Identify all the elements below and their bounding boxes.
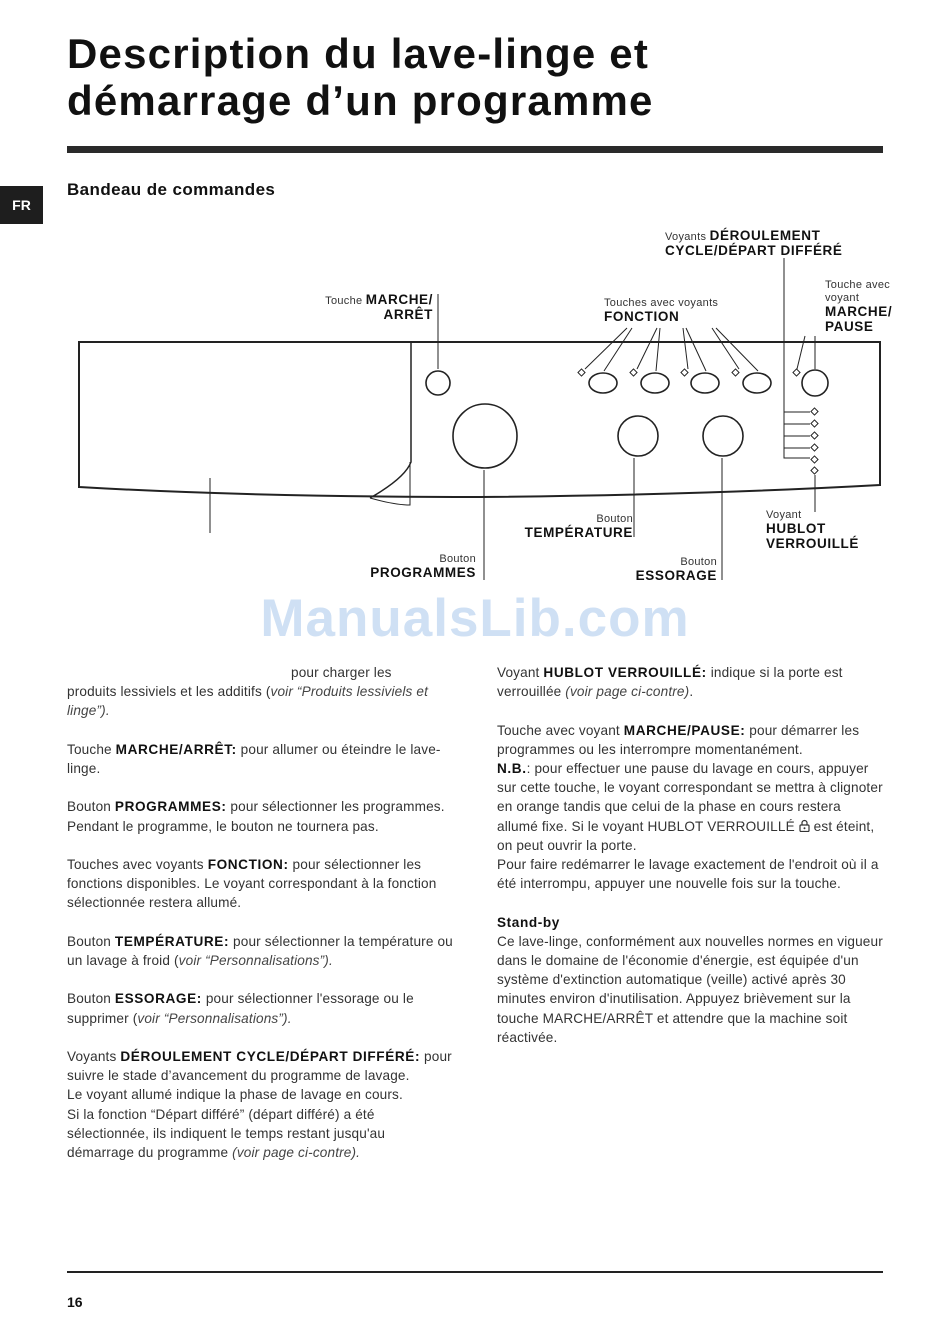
label-hublot: Voyant HUBLOT VERROUILLÉ: [766, 509, 860, 551]
page-title-line1: Description du lave-linge et: [67, 30, 650, 77]
para-essorage: Bouton ESSORAGE: pour sélectionner l'essorage ou le supprimer (voir “Personnalisations”).: [67, 991, 414, 1026]
drawer-separator: [370, 342, 411, 498]
page-number: 16: [67, 1294, 83, 1310]
label-temperature: Bouton TEMPÉRATURE: [524, 513, 633, 540]
marche-pause-led: [793, 369, 800, 376]
label-programmes: Bouton PROGRAMMES: [370, 553, 476, 580]
para-standby: Stand-by Ce lave-linge, conformément aux nouvelles normes en vigueur dans le domaine de l'économie d'énergie, est équipée d'un système d'extinction automatique (veille) activé après 30 minutes environ d'inutilisation. Appuyez brièvement sur la touche MARCHE/ARRÊT et attendre que la machine soit réactivée.: [497, 913, 885, 1047]
programmes-knob: [453, 404, 517, 468]
phase-led-3: [811, 432, 818, 439]
right-column: [497, 663, 885, 1066]
label-essorage: Bouton ESSORAGE: [635, 556, 717, 583]
function-led-2: [630, 369, 637, 376]
phase-led-2: [811, 420, 818, 427]
panel-outline: [79, 342, 880, 497]
phase-led-4: [811, 444, 818, 451]
label-deroulement: Voyants DÉROULEMENT CYCLE/DÉPART DIFFÉRÉ: [665, 228, 843, 258]
footer-rule: [67, 1271, 883, 1273]
lock-icon: [799, 819, 810, 832]
hublot-led: [811, 467, 818, 474]
label-marche-pause: Touche avec voyant MARCHE/ PAUSE: [825, 279, 893, 334]
drawer-callout: [370, 462, 410, 505]
para-fonction: Touches avec voyants FONCTION: pour sélectionner les fonctions disponibles. Le voyant correspondant à la fonction sélectionnée restera allumé.: [67, 856, 437, 911]
label-marche-arret: Touche MARCHE/ ARRÊT: [325, 292, 433, 322]
function-button-3: [691, 373, 719, 393]
phase-led-5: [811, 456, 818, 463]
marche-arret-button: [426, 371, 450, 395]
page-title-line2: démarrage d’un programme: [67, 77, 654, 124]
label-fonction: Touches avec voyants FONCTION: [604, 297, 719, 324]
para-temperature: Bouton TEMPÉRATURE: pour sélectionner la température ou un lavage à froid (voir “Personnalisations”).: [67, 933, 453, 968]
left-column: [67, 663, 455, 1181]
standby-title: Stand-by: [497, 914, 560, 930]
para-marche-arret: Touche MARCHE/ARRÊT: pour allumer ou éteindre le lave-linge.: [67, 741, 441, 776]
function-led-1: [578, 369, 585, 376]
language-tab: FR: [0, 186, 43, 224]
para-deroulement: Voyants DÉROULEMENT CYCLE/DÉPART DIFFÉRÉ: pour suivre le stade d’avancement du programme de lavage. Le voyant allumé indique la phase de lavage en cours. Si la fonction “Départ différé” (départ différé) a été sélectionnée, ils indiquent le temps restant jusqu'au démarrage du programme (voir page ci-contre).: [67, 1048, 452, 1160]
para-marche-pause: Touche avec voyant MARCHE/PAUSE: pour démarrer les programmes ou les interrompre momentanément. N.B.: pour effectuer une pause du lavage en cours, appuyer sur cette touche, le voyant correspondant se mettra à clignoter en orange tandis que celui de la phase en cours restera allumé fixe. Si le voyant HUBLOT VERROUILLÉ est éteint, on peut ouvrir la porte. Pour faire redémarrer le lavage exactement de l'endroit où il a été interrompu, appuyer une nouvelle fois sur la touche.: [497, 722, 883, 892]
para-programmes: Bouton PROGRAMMES: pour sélectionner les programmes. Pendant le programme, le bouton ne tournera pas.: [67, 799, 445, 834]
function-led-3: [681, 369, 688, 376]
para-drawer: pour charger les produits lessiviels et les additifs (voir “Produits lessiviels et linge”).: [67, 665, 429, 719]
function-button-4: [743, 373, 771, 393]
function-button-1: [589, 373, 617, 393]
function-button-2: [641, 373, 669, 393]
section-title: Bandeau de commandes: [67, 180, 276, 199]
temperature-knob: [618, 416, 658, 456]
phase-led-1: [811, 408, 818, 415]
marche-pause-button: [802, 370, 828, 396]
watermark: ManualsLib.com: [260, 589, 690, 648]
function-led-4: [732, 369, 739, 376]
essorage-knob: [703, 416, 743, 456]
para-hublot: Voyant HUBLOT VERROUILLÉ: indique si la porte est verrouillée (voir page ci-contre).: [497, 665, 843, 700]
